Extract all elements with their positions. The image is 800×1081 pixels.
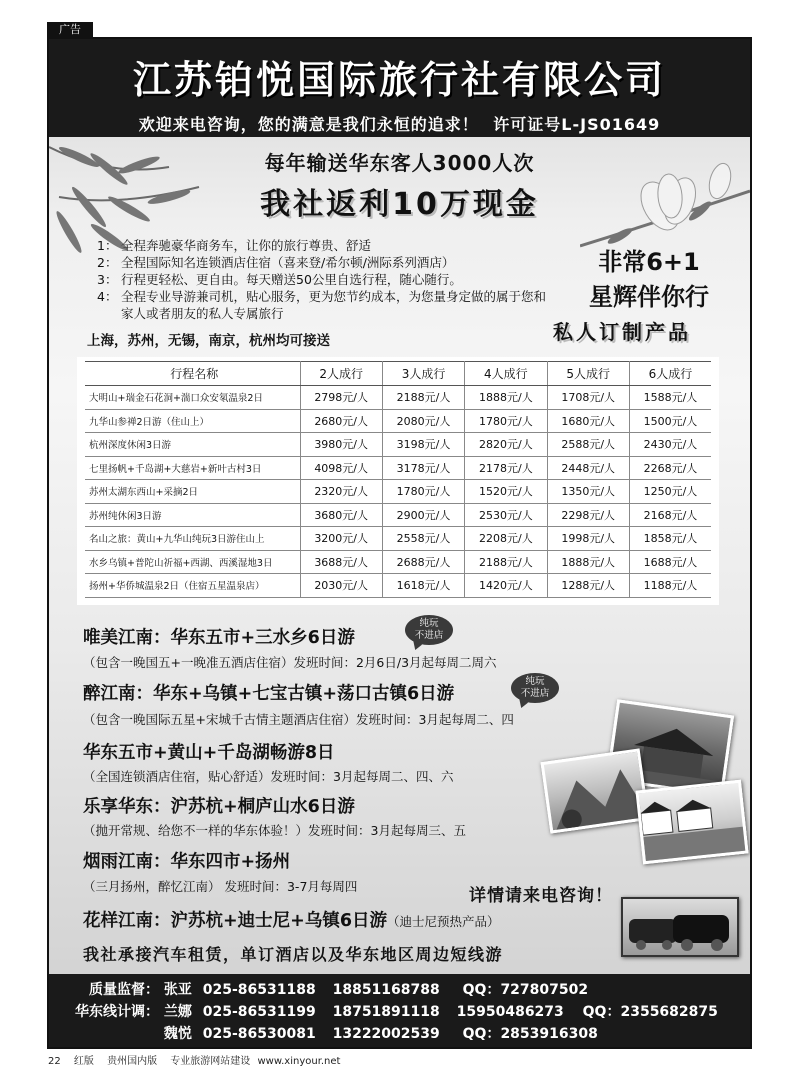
tour-subtitle: （全国连锁酒店住宿，贴心舒适）发班时间：3月起每周二、四、六 (83, 769, 454, 784)
table-row (85, 480, 711, 504)
route-name-cell: 水乡乌镇+普陀山祈福+西湖、西溪湿地3日 (85, 550, 300, 574)
table-row (85, 574, 711, 598)
price-cell: 3688元/人 (300, 550, 382, 574)
price-cell: 1588元/人 (629, 386, 711, 410)
feature-item: 1： 全程奔驰豪华商务车，让你的旅行尊贵、舒适 (97, 238, 372, 253)
column-header: 行程名称 (85, 362, 300, 386)
price-cell: 4098元/人 (300, 456, 382, 480)
contact-mobile: 13222002539 (332, 1026, 440, 1042)
price-table (85, 361, 711, 598)
price-cell: 2178元/人 (465, 456, 547, 480)
route-name-cell: 九华山参禅2日游（住山上） (85, 409, 300, 433)
header-slogan (49, 112, 750, 135)
contact-tel: 025-86531199 (202, 1004, 316, 1020)
price-cell: 2320元/人 (300, 480, 382, 504)
price-cell: 2030元/人 (300, 574, 382, 598)
contact-name: 魏悦 (163, 1026, 192, 1042)
tour-subtitle: （包含一晚国五+一晚准五酒店住宿）发班时间：2月6日/3月起每周二周六 (83, 655, 497, 670)
table-row (85, 550, 711, 574)
column-header: 3人成行 (382, 362, 464, 386)
price-cell: 2298元/人 (547, 503, 629, 527)
price-cell: 1888元/人 (465, 386, 547, 410)
price-cell: 1250元/人 (629, 480, 711, 504)
mountain-photo (540, 748, 649, 833)
no-shopping-badge: 纯玩 不进店 (511, 673, 559, 703)
contact-qq-label: QQ： (462, 1026, 501, 1042)
feature-list (97, 237, 557, 322)
column-header: 5人成行 (547, 362, 629, 386)
price-cell: 2188元/人 (382, 386, 464, 410)
slogan-text: 欢迎来电咨询，您的满意是我们永恒的追求！ (138, 115, 479, 134)
contact-mobile: 18851168788 (332, 982, 440, 998)
route-name-cell: 名山之旅：黄山+九华山纯玩3日游住山上 (85, 527, 300, 551)
tour-title: 烟雨江南：华东四市+扬州 (83, 852, 291, 872)
price-cell: 2268元/人 (629, 456, 711, 480)
contact-footer (49, 974, 750, 1049)
footer-slogan: 专业旅游网站建设 (170, 1056, 251, 1067)
promo-headline: 每年输送华东客人3000人次 (264, 151, 535, 175)
contact-qq: 2355682875 (620, 1004, 718, 1020)
price-cell: 2798元/人 (300, 386, 382, 410)
price-cell: 2688元/人 (382, 550, 464, 574)
contact-qq: 727807502 (500, 982, 589, 998)
column-header: 4人成行 (465, 362, 547, 386)
price-cell: 1288元/人 (547, 574, 629, 598)
right-tag-line1: 非常6+1 (598, 248, 700, 276)
company-name: 江苏铂悦国际旅行社有限公司 (132, 58, 666, 102)
route-name-cell: 扬州+华侨城温泉2日（住宿五星温泉店） (85, 574, 300, 598)
price-cell: 2558元/人 (382, 527, 464, 551)
tour-subtitle: （三月扬州，醉忆江南） 发班时间：3-7月每周四 (83, 879, 358, 894)
contact-row: 华东线计调： 兰娜 025-86531199 18751891118 15950486273 QQ：2355682875 (75, 1004, 718, 1020)
ad-label: 广告 (47, 22, 93, 38)
price-cell: 2430元/人 (629, 433, 711, 457)
price-cell: 2530元/人 (465, 503, 547, 527)
price-cell: 2820元/人 (465, 433, 547, 457)
contact-qq: 2853916308 (500, 1026, 598, 1042)
price-cell: 1520元/人 (465, 480, 547, 504)
tour-subtitle: （抛开常规、给您不一样的华东体验！）发班时间：3月起每周三、五 (83, 823, 466, 838)
contact-name: 兰娜 (163, 1004, 192, 1020)
website-link[interactable]: www.xinyour.net (257, 1056, 341, 1067)
van-photo (621, 897, 739, 957)
route-name-cell: 苏州太湖东西山+采摘2日 (85, 480, 300, 504)
van-photo-icon (623, 899, 739, 957)
tour-title: 乐享华东：沪苏杭+桐庐山水6日游 (83, 797, 355, 817)
price-cell: 3178元/人 (382, 456, 464, 480)
column-header: 2人成行 (300, 362, 382, 386)
tour-subtitle: （包含一晚国际五星+宋城千古情主题酒店住宿）发班时间：3月起每周二、四 (83, 712, 514, 727)
mountain-photo-icon (544, 751, 650, 834)
right-tag-line2: 星辉伴你行 (589, 283, 709, 311)
inquiry-text: 详情请来电咨询！ (469, 886, 613, 906)
price-cell: 1618元/人 (382, 574, 464, 598)
header-banner (49, 39, 750, 137)
price-cell: 2208元/人 (465, 527, 547, 551)
license-number: 许可证号L-JS01649 (493, 115, 661, 134)
price-cell: 1780元/人 (465, 409, 547, 433)
contact-qq-label: QQ： (462, 982, 501, 998)
contact-tel: 025-86531188 (202, 982, 316, 998)
table-row (85, 409, 711, 433)
promo-cashback: 我社返利10万现金 (260, 187, 539, 222)
price-cell: 1420元/人 (465, 574, 547, 598)
price-cell: 1688元/人 (629, 550, 711, 574)
price-table-box (77, 357, 719, 605)
table-row (85, 456, 711, 480)
page-number: 22 (48, 1056, 61, 1067)
price-cell: 1708元/人 (547, 386, 629, 410)
edition: 红版 (73, 1056, 94, 1067)
table-row (85, 433, 711, 457)
contact-mobile: 15950486273 (456, 1004, 564, 1020)
route-name-cell: 大明山+瑞金石花洞+湍口众安氡温泉2日 (85, 386, 300, 410)
price-cell: 1188元/人 (629, 574, 711, 598)
price-cell: 2448元/人 (547, 456, 629, 480)
table-row (85, 503, 711, 527)
tour-title: 花样江南：沪苏杭+迪士尼+乌镇6日游（迪士尼预热产品） (83, 911, 500, 931)
price-cell: 1998元/人 (547, 527, 629, 551)
table-row (85, 527, 711, 551)
price-cell: 1780元/人 (382, 480, 464, 504)
region: 贵州国内版 (107, 1056, 158, 1067)
price-cell: 1858元/人 (629, 527, 711, 551)
departure-cities: 上海，苏州，无锡，南京，杭州均可接送 (87, 333, 330, 349)
price-cell: 2188元/人 (465, 550, 547, 574)
no-shopping-badge: 纯玩 不进店 (405, 615, 453, 645)
column-header: 6人成行 (629, 362, 711, 386)
feature-item: 3： 行程更轻松、更自由。每天赠送50公里自选行程，随心随行。 (97, 272, 462, 287)
contact-row (49, 1023, 598, 1043)
price-cell: 1680元/人 (547, 409, 629, 433)
price-cell: 1350元/人 (547, 480, 629, 504)
contact-row: 质量监督： 张亚 025-86531188 18851168788 QQ：727807502 (89, 982, 589, 998)
water-town-photo-icon (639, 782, 749, 864)
feature-item: 2： 全程国际知名连锁酒店住宿（喜来登/希尔顿/洲际系列酒店） (97, 255, 455, 270)
tour-title: 醉江南：华东+乌镇+七宝古镇+荡口古镇6日游 (83, 684, 455, 704)
tour-title: 华东五市+黄山+千岛湖畅游8日 (83, 743, 335, 763)
tour-title: 唯美江南：华东五市+三水乡6日游 (83, 628, 355, 648)
price-cell: 2588元/人 (547, 433, 629, 457)
rental-services-text: 我社承接汽车租赁，单订酒店以及华东地区周边短线游 (83, 945, 504, 964)
contact-mobile: 18751891118 (332, 1004, 440, 1020)
price-cell: 1888元/人 (547, 550, 629, 574)
price-cell: 3198元/人 (382, 433, 464, 457)
right-tag-line3: 私人订制产品 (553, 320, 691, 344)
advertisement-frame (47, 37, 752, 1049)
water-town-photo (635, 780, 748, 865)
price-cell: 2680元/人 (300, 409, 382, 433)
price-cell: 2168元/人 (629, 503, 711, 527)
feature-item: 4： 全程专业导游兼司机，贴心服务，更为您节约成本，为您量身定做的属于您和家人或者朋友的私人专属旅行 (97, 289, 547, 321)
price-cell: 2900元/人 (382, 503, 464, 527)
route-name-cell: 杭州深度休闲3日游 (85, 433, 300, 457)
contact-name: 张亚 (163, 982, 192, 998)
price-cell: 3680元/人 (300, 503, 382, 527)
price-cell: 2080元/人 (382, 409, 464, 433)
price-cell: 3980元/人 (300, 433, 382, 457)
route-name-cell: 苏州纯休闲3日游 (85, 503, 300, 527)
route-name-cell: 七里扬帆+千岛湖+大慈岩+新叶古村3日 (85, 456, 300, 480)
table-row (85, 386, 711, 410)
contact-qq-label: QQ： (582, 1004, 621, 1020)
table-header-row (85, 362, 711, 386)
price-cell: 1500元/人 (629, 409, 711, 433)
price-cell: 3200元/人 (300, 527, 382, 551)
page-footer (48, 1052, 350, 1067)
contact-tel: 025-86530081 (202, 1026, 316, 1042)
